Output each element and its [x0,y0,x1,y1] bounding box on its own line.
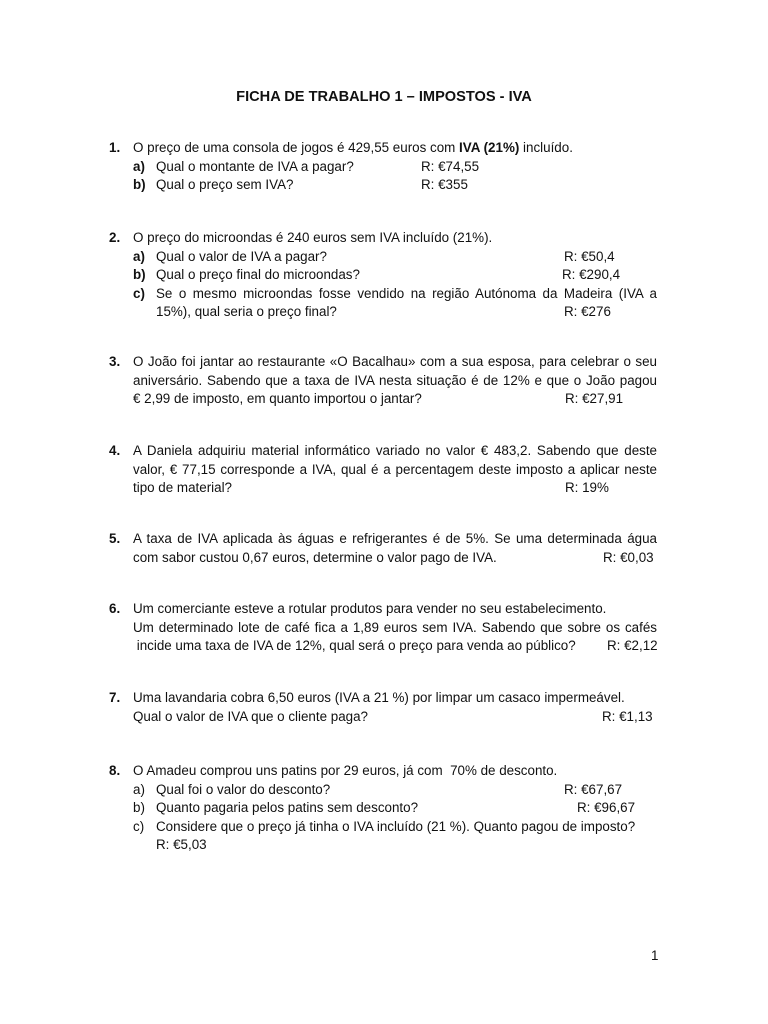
question-7 [109,689,657,726]
question-text: Um comerciante esteve a rotular produtos para vender no seu estabelecimento. [133,601,607,616]
question-number: 7. [109,690,121,705]
answer: R: €27,91 [565,391,624,407]
question-2 [109,229,657,322]
question-number: 8. [109,763,121,778]
question-text: A Daniela adquiriu material informático variado no valor € 483,2. Sabendo que deste [133,443,657,458]
question-3 [109,353,657,409]
question-number: 5. [109,531,121,546]
question-text: € 2,99 de imposto, em quanto importou o jantar? [133,391,422,407]
sub-question-text: Qual o preço sem IVA? [156,177,294,193]
sub-label: a) [133,781,145,797]
question-1 [109,139,657,195]
question-text: A taxa de IVA aplicada às águas e refrigerantes é de 5%. Se uma determinada água [133,531,657,546]
sub-question-text: Se o mesmo microondas fosse vendido na região Autónoma da Madeira (IVA a [156,285,657,301]
question-text: O preço do microondas é 240 euros sem IVA incluído (21%). [133,230,493,245]
question-number: 4. [109,443,121,458]
page-number: 1 [651,948,659,963]
question-text: O Amadeu comprou uns patins por 29 euros, já com 70% de desconto. [133,763,558,778]
question-number: 2. [109,230,121,245]
question-text: com sabor custou 0,67 euros, determine o valor pago de IVA. [133,549,497,565]
question-text: tipo de material? [133,480,232,496]
answer: R: 19% [565,480,609,496]
question-text: O preço de uma consola de jogos é 429,55 euros com IVA (21%) incluído. [133,140,573,155]
answer: R: €67,67 [564,781,623,797]
answer: R: €2,12 [607,638,658,654]
sub-question-text: Qual o montante de IVA a pagar? [156,158,354,174]
question-8 [109,762,657,855]
question-text: Um determinado lote de café fica a 1,89 euros sem IVA. Sabendo que sobre os cafés [133,619,657,635]
answer: R: €96,67 [577,800,636,816]
sub-label: b) [133,177,146,193]
question-text: aniversário. Sabendo que a taxa de IVA nesta situação é de 12% e que o João pagou [133,372,657,388]
page-title: FICHA DE TRABALHO 1 – IMPOSTOS - IVA [236,89,532,105]
answer: R: €74,55 [421,158,480,174]
answer: R: €5,03 [156,837,207,853]
question-text: Qual o valor de IVA que o cliente paga? [133,708,368,724]
answer: R: €276 [564,304,611,320]
question-number: 1. [109,140,121,155]
sub-question-text: Considere que o preço já tinha o IVA incluído (21 %). Quanto pagou de imposto? [156,818,636,834]
answer: R: €290,4 [562,267,621,283]
answer: R: €0,03 [603,549,654,565]
question-text: Uma lavandaria cobra 6,50 euros (IVA a 21 %) por limpar um casaco impermeável. [133,690,625,705]
sub-question-text: Quanto pagaria pelos patins sem desconto? [156,800,419,816]
question-text: O João foi jantar ao restaurante «O Bacalhau» com a sua esposa, para celebrar o seu [133,354,657,369]
question-text: valor, € 77,15 corresponde a IVA, qual é a percentagem deste imposto a aplicar neste [133,461,657,477]
sub-question-text: 15%), qual seria o preço final? [156,304,337,320]
sub-label: c) [133,285,145,301]
sub-label: c) [133,818,145,834]
sub-label: a) [133,158,145,174]
question-6 [109,600,657,656]
answer: R: €50,4 [564,248,615,264]
sub-question-text: Qual o preço final do microondas? [156,267,360,283]
sub-label: a) [133,248,145,264]
sub-question-text: Qual o valor de IVA a pagar? [156,248,327,264]
sub-label: b) [133,800,145,816]
question-number: 3. [109,354,121,369]
answer: R: €1,13 [602,708,653,724]
question-number: 6. [109,601,121,616]
sub-question-text: Qual foi o valor do desconto? [156,781,331,797]
sub-label: b) [133,267,146,283]
question-text: incide uma taxa de IVA de 12%, qual será o preço para venda ao público? [133,638,576,654]
answer: R: €355 [421,177,468,193]
question-4 [109,442,657,498]
question-5 [109,530,657,567]
